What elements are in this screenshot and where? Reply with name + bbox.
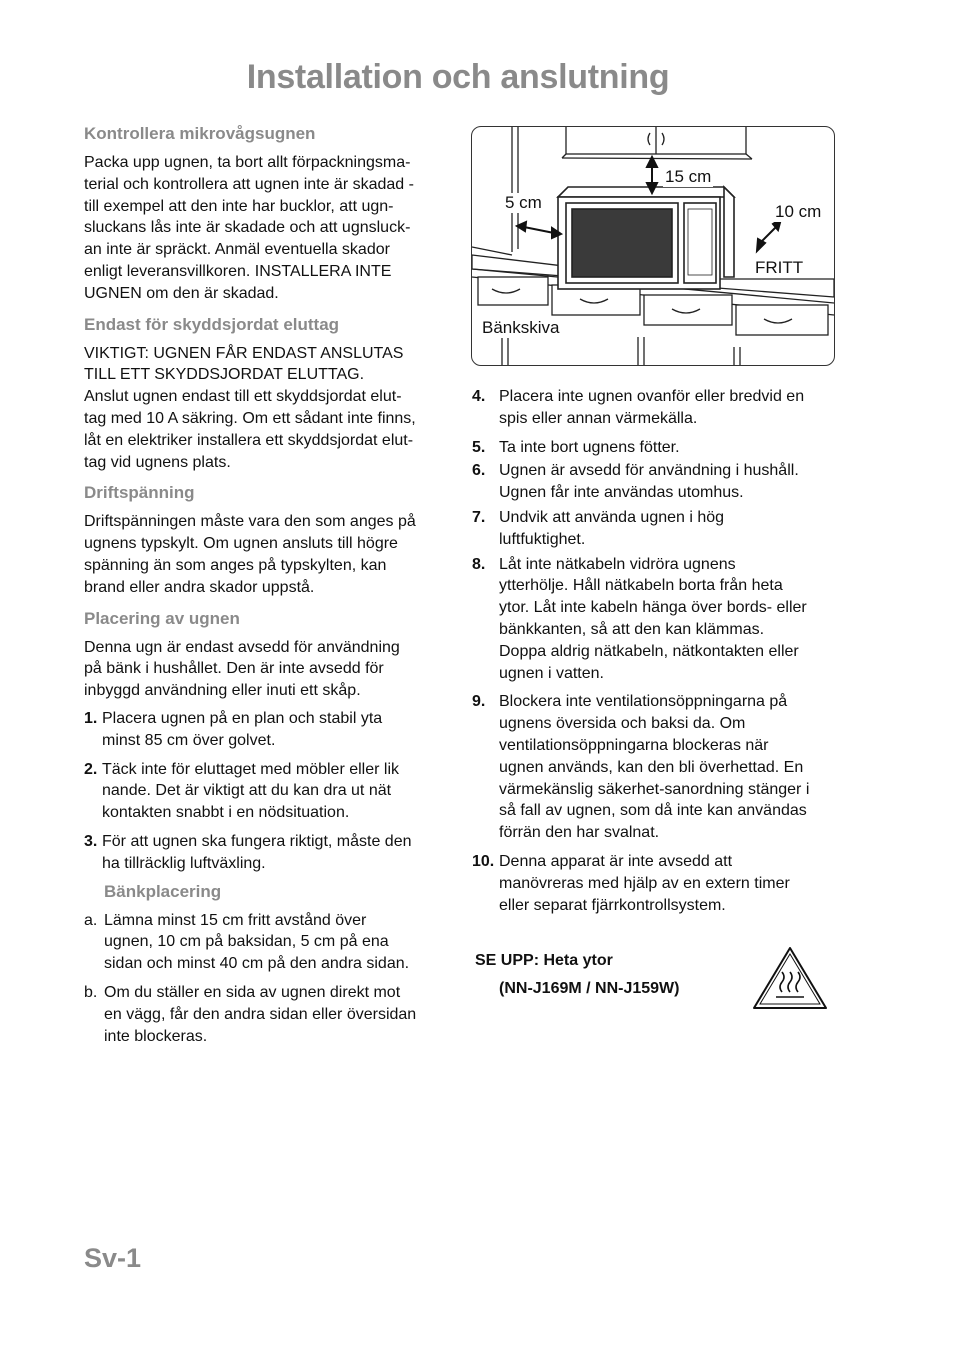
text-line: förrän den har svalnat. — [499, 824, 660, 842]
label-side-clearance: 5 cm — [505, 193, 542, 212]
list-number: 10. — [472, 852, 495, 870]
text-line: ytterhölje. Håll nätkabeln borta från heta — [499, 577, 783, 595]
section-grounded-outlet — [84, 315, 452, 474]
label-free: FRITT — [755, 258, 804, 277]
list-text — [102, 708, 382, 752]
section-body — [84, 152, 452, 305]
text-line: Placera inte ugnen ovanför eller bredvid en — [499, 388, 805, 405]
text-line: minst 85 cm över golvet. — [102, 731, 276, 749]
text-line: till exempel att den inte har bucklor, att ugn- — [84, 197, 394, 215]
text-line: luftfuktighet. — [499, 530, 586, 548]
hot-surface-warning-icon — [752, 946, 828, 1010]
list-number: 6. — [472, 462, 486, 480]
text-line: an inte är spräckt. Anmäl eventuella skador — [84, 241, 390, 259]
text-line: låt en elektriker installera ett skyddsjordat elut- — [84, 431, 414, 449]
text-line: Denna apparat är inte avsedd att — [499, 852, 733, 870]
text-line: en vägg, får den andra sidan eller översidan — [104, 1005, 417, 1023]
list-text — [499, 460, 799, 504]
text-line: så fall av ugnen, som då inte kan användas — [499, 802, 807, 820]
list-number: 7. — [472, 508, 486, 526]
section-body — [84, 343, 452, 474]
text-line: ugnen, 10 cm på baksidan, 5 cm på ena — [104, 933, 389, 951]
text-line: inbyggd användning eller inuti ett skåp. — [84, 682, 361, 700]
list-item — [472, 691, 842, 844]
placement-list — [84, 708, 452, 875]
text-line: nande. Det är viktigt att du kan dra ut nät — [102, 782, 392, 800]
text-line: ventilationsöppningarna blockeras när — [499, 736, 769, 754]
list-item — [84, 982, 452, 1047]
text-line: Ta inte bort ugnens fötter. — [499, 438, 680, 456]
section-voltage — [84, 483, 452, 598]
text-line: ugnen i vatten. — [499, 664, 604, 682]
list-letter: b. — [84, 983, 98, 1001]
list-item — [472, 851, 842, 916]
list-number: 3. — [84, 832, 98, 850]
list-text — [499, 507, 724, 551]
text-line: eller separat fjärrkontrollsystem. — [499, 896, 726, 914]
text-line: inte blockeras. — [104, 1027, 208, 1045]
text-line: ha tillräcklig luftväxling. — [102, 854, 266, 872]
text-line: ytor. Låt inte kabeln hänga över bords- eller — [499, 599, 807, 617]
section-heading: Placering av ugnen — [84, 608, 240, 628]
section-body — [84, 637, 452, 702]
text-line: UGNEN om den är skadad. — [84, 284, 279, 302]
list-number: 4. — [472, 388, 486, 405]
label-back-clearance: 10 cm — [775, 202, 822, 221]
caution-models: (NN-J169M / NN-J159W) — [499, 980, 680, 997]
list-item — [472, 554, 842, 685]
text-line: tag vid ugnens plats. — [84, 453, 231, 471]
list-number: 8. — [472, 555, 486, 573]
text-line: tag med 10 A säkring. Om ett sådant inte finns, — [84, 409, 416, 427]
text-line: sidan och minst 40 cm på den andra sidan. — [104, 955, 410, 973]
list-item — [84, 910, 452, 975]
text-line: TILL ETT SKYDDSJORDAT ELUTTAG. — [84, 366, 365, 384]
label-top-clearance: 15 cm — [665, 167, 712, 186]
list-item — [84, 831, 452, 875]
list-number: 1. — [84, 709, 98, 727]
list-text — [104, 910, 409, 975]
list-item — [472, 386, 842, 430]
text-line: bänkkanten, så att den kan klämmas. — [499, 620, 765, 638]
page-number: Sv-1 — [84, 1243, 142, 1273]
list-text — [102, 831, 412, 875]
text-line: Ugnen är avsedd för användning i hushåll. — [499, 462, 799, 480]
text-line: spis eller annan värmekälla. — [499, 409, 698, 427]
text-line: Driftspänningen måste vara den som anges på — [84, 513, 416, 531]
text-line: enligt leveransvillkoren. INSTALLERA INTE — [84, 262, 392, 280]
left-column — [84, 124, 452, 1054]
text-line: ugnens typskylt. Om ugnen ansluts till högre — [84, 535, 398, 553]
section-body — [84, 511, 452, 598]
list-item — [84, 759, 452, 824]
text-line: Täck inte för eluttaget med möbler eller lik — [102, 760, 400, 778]
text-line: manövreras med hjälp av en extern timer — [499, 874, 790, 892]
text-line: VIKTIGT: UGNEN FÅR ENDAST ANSLUTAS — [84, 344, 404, 362]
list-text — [102, 759, 399, 824]
list-text — [499, 691, 809, 844]
text-line: Låt inte nätkabeln vidröra ugnens — [499, 555, 736, 573]
list-letter: a. — [84, 911, 98, 929]
list-item — [472, 460, 842, 504]
list-text — [499, 437, 680, 459]
text-line: brand eller andra skador uppstå. — [84, 578, 315, 596]
list-number: 9. — [472, 693, 486, 711]
section-heading: Endast för skyddsjordat eluttag — [84, 314, 340, 334]
section-check-oven — [84, 124, 452, 305]
list-text — [499, 386, 804, 430]
installation-clearance-figure — [471, 126, 835, 366]
section-placement — [84, 609, 452, 1048]
text-line: ugnens översida och baksi da. Om — [499, 715, 746, 733]
text-line: Denna ugn är endast avsedd för användning — [84, 638, 400, 656]
text-line: värmekänslig säkerhet-sanordning stänger i — [499, 780, 810, 798]
text-line: Lämna minst 15 cm fritt avstånd över — [104, 911, 367, 929]
text-line: på bänk i hushållet. Den är inte avsedd för — [84, 660, 384, 678]
list-number: 5. — [472, 438, 486, 456]
safety-list — [472, 386, 842, 916]
counter-placement-list — [84, 910, 452, 1048]
text-line: Placera ugnen på en plan och stabil yta — [102, 709, 383, 727]
text-line: Om du ställer en sida av ugnen direkt mot — [104, 983, 401, 1001]
list-item — [472, 507, 842, 551]
sub-heading: Bänkplacering — [104, 881, 222, 901]
page-title: Installation och anslutning — [246, 58, 670, 96]
text-line: Ugnen får inte användas utomhus. — [499, 484, 744, 502]
list-item — [472, 437, 842, 459]
list-text — [499, 554, 807, 685]
list-item — [84, 708, 452, 752]
text-line: sluckans lås inte är skadade och att ugnsluck- — [84, 219, 411, 237]
caution-title: SE UPP: Heta ytor — [475, 952, 613, 969]
text-line: Anslut ugnen endast till ett skyddsjordat elut- — [84, 388, 402, 406]
text-line: ugnen används, kan den bli överhettad. En — [499, 758, 804, 776]
list-text — [104, 982, 416, 1047]
text-line: kontakten snabbt i en nödsituation. — [102, 804, 350, 822]
text-line: terial och kontrollera att ugnen inte är skadad - — [84, 175, 414, 193]
text-line: spänning än som anges på typskylten, kan — [84, 556, 387, 574]
text-line: Undvik att använda ugnen i hög — [499, 508, 725, 526]
text-line: Blockera inte ventilationsöppningarna på — [499, 693, 788, 711]
list-text — [499, 851, 790, 916]
section-heading: Driftspänning — [84, 483, 195, 503]
list-number: 2. — [84, 760, 98, 778]
label-counter: Bänkskiva — [482, 318, 560, 337]
right-column — [472, 386, 842, 923]
text-line: Packa upp ugnen, ta bort allt förpackningsma- — [84, 154, 411, 171]
text-line: För att ugnen ska fungera riktigt, måste den — [102, 832, 412, 850]
section-heading: Kontrollera mikrovågsugnen — [84, 124, 316, 143]
text-line: Doppa aldrig nätkabeln, nätkontakten eller — [499, 642, 799, 660]
